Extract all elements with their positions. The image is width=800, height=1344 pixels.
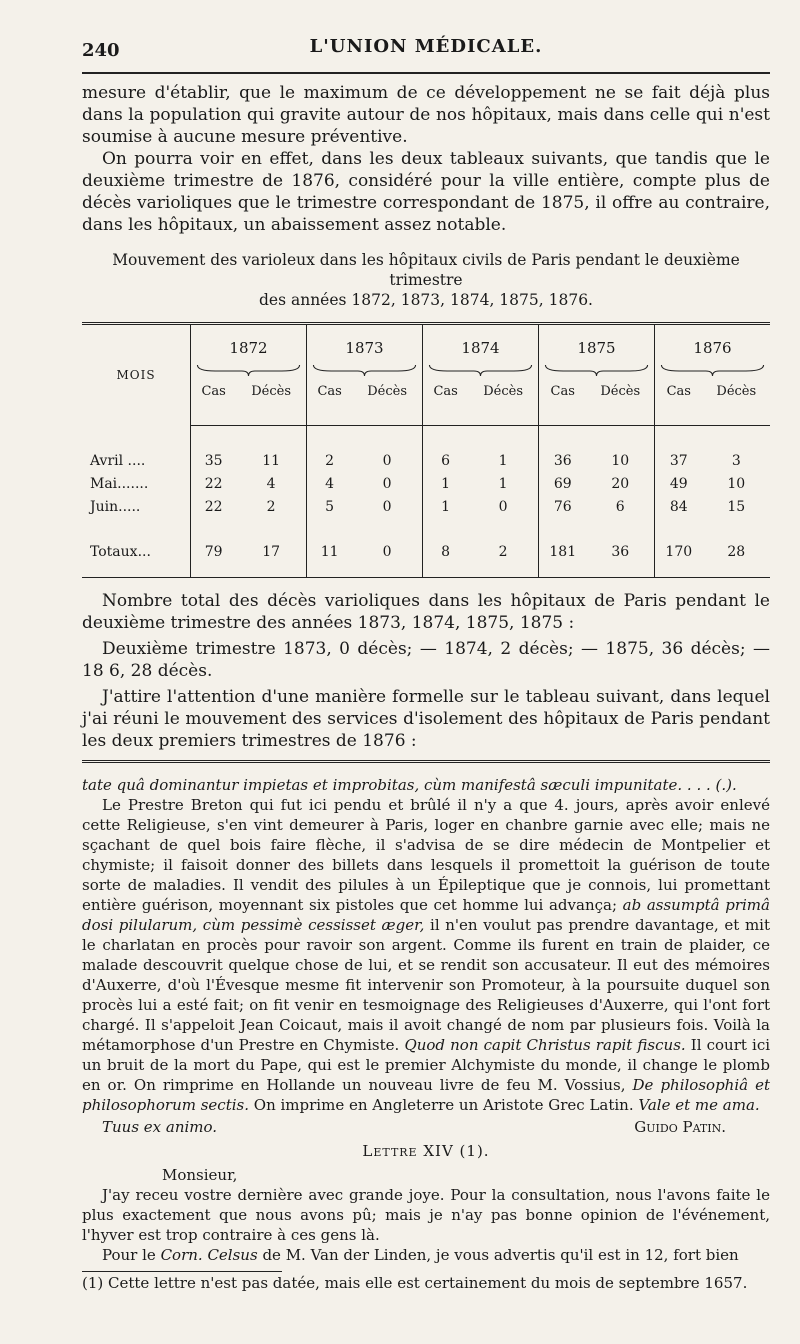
deces-header: Décès	[586, 379, 654, 426]
table-cell: 6	[441, 453, 451, 469]
closing-formula: Tuus ex animo.	[102, 1118, 218, 1136]
table-cell: 10	[727, 476, 746, 492]
cas-header: Cas	[307, 379, 353, 426]
table-row	[82, 496, 770, 519]
table-cell: 37	[669, 453, 688, 469]
table-cell: 49	[669, 476, 688, 492]
cas-header: Cas	[423, 379, 469, 426]
table-cell: 0	[352, 450, 422, 473]
mois-header: MOIS	[82, 324, 191, 426]
table-cell: 6	[586, 496, 654, 519]
table-cell: 36	[553, 453, 572, 469]
page	[82, 0, 771, 1292]
cas-header: Cas	[539, 379, 587, 426]
paragraph-prestre-breton	[82, 795, 770, 1115]
table-cell: 35	[204, 453, 223, 469]
year-brace	[539, 361, 655, 379]
cas-header: Cas	[191, 379, 237, 426]
table-cell: 79	[204, 544, 223, 560]
table-cell: 2	[325, 453, 335, 469]
cas-header: Cas	[655, 379, 703, 426]
deces-header: Décès	[352, 379, 422, 426]
table-cell: 1	[468, 473, 538, 496]
article-body	[82, 82, 770, 1292]
table-cell: 0	[352, 519, 422, 578]
table-cell: 22	[204, 499, 223, 515]
year-brace	[307, 361, 423, 379]
deces-header: Décès	[703, 379, 770, 426]
month-label: Mai.......	[82, 473, 191, 496]
table-cell: 2	[236, 496, 306, 519]
table-cell: 8	[441, 544, 451, 560]
text-run: Pour le	[102, 1246, 156, 1264]
table-cell: 17	[236, 519, 306, 578]
table-cell: 76	[553, 499, 572, 515]
table-cell: 4	[236, 473, 306, 496]
month-label: Avril ....	[82, 450, 191, 473]
paragraph-continuation: mesure d'établir, que le maximum de ce développement ne se fait déjà plus dans la population qui gravite autour de nos hôpitaux, mais dans celle qui n'est soumise à aucune mesure préventive.	[82, 83, 770, 147]
header-rule	[82, 72, 770, 74]
journal-title: L'UNION MÉDICALE.	[309, 36, 543, 57]
text-run: On imprime en Angleterre un Aristote Grec Latin.	[253, 1096, 634, 1114]
table-title-line1: Mouvement des varioleux dans les hôpitaux civils de Paris pendant le deuxième trimestre	[112, 251, 740, 289]
table-cell: 36	[586, 519, 654, 578]
year-brace	[423, 361, 539, 379]
footnote: (1) Cette lettre n'est pas datée, mais elle est certainement du mois de septembre 1657.	[82, 1274, 748, 1292]
table-cell: 22	[204, 476, 223, 492]
table-title	[82, 250, 770, 310]
text-run: il n'en voulut pas prendre davantage, et mit le charlatan en procès pour ravoir son argent. Comme ils furent en train de plaider, ce malade descouvrit quelque chose de lui, et se rendit son accusateur. Il eut des mémoires d'Auxerre, d'où l'Évesque mesme fit intervenir son Promoteur, à la poursuite duquel son procès lui a esté fait; on fit venir en tesmoignage des Religieuses d'Auxerre, qui l'ont fort chargé. Il s'appeloit Jean Coicaut, mais il avoit changé de nom par plusieurs fois. Voilà la métamorphose d'un Prestre en Chymiste.	[82, 916, 770, 1054]
table-cell: 84	[669, 499, 688, 515]
paragraph-total-deaths: Nombre total des décès varioliques dans les hôpitaux de Paris pendant le deuxième trimestre des années 1873, 1874, 1875, 1875 :	[82, 591, 770, 633]
paragraph-celsus	[82, 1245, 770, 1265]
text-run: de M. Van der Linden, je vous advertis qu'il est in 12, fort bien	[262, 1246, 739, 1264]
after-table-text	[82, 590, 770, 752]
year-header: 1873	[307, 324, 423, 362]
latin-continuation	[82, 775, 770, 795]
table-cell: 4	[325, 476, 335, 492]
spacer	[82, 426, 191, 451]
latin-text: ab assumptâ primâ dosi pilularum, cùm pessimè cessisset æger,	[82, 896, 770, 934]
running-header	[82, 0, 770, 64]
book-title: Corn. Celsus	[160, 1246, 258, 1264]
year-brace	[655, 361, 771, 379]
table-row	[82, 473, 770, 496]
signature-name: Guido Patin.	[634, 1118, 726, 1136]
feuilleton	[82, 775, 770, 1292]
table-cell: 0	[468, 496, 538, 519]
letter-heading: Lettre XIV (1).	[362, 1142, 490, 1160]
table-cell: 15	[727, 499, 746, 515]
paragraph-attention: J'attire l'attention d'une manière formelle sur le tableau suivant, dans lequel j'ai réuni le mouvement des services d'isolement des hôpitaux de Paris pendant les deux premiers trimestres de 1876 :	[82, 687, 770, 751]
deces-header: Décès	[236, 379, 306, 426]
year-brace	[191, 361, 307, 379]
table-cell: 28	[727, 544, 746, 560]
table-cell: 2	[468, 519, 538, 578]
paragraph-consultation: J'ay receu vostre dernière avec grande joye. Pour la consultation, nous l'avons faite le plus exactement que nous avons pû; mais je n'ay pas bonne opinion de l'événement, l'hyver est trop contraire à ces gens là.	[82, 1186, 770, 1244]
deces-header: Décès	[468, 379, 538, 426]
table-cell: 11	[320, 544, 339, 560]
table-row	[82, 450, 770, 473]
table-cell: 10	[586, 450, 654, 473]
paragraph-quarter-deaths: Deuxième trimestre 1873, 0 décès; — 1874, 2 décès; — 1875, 36 décès; — 18 6, 28 décès.	[82, 639, 770, 681]
feuilleton-divider	[82, 760, 770, 763]
table-cell: 5	[325, 499, 335, 515]
table-cell: 3	[731, 453, 741, 469]
footnote-rule	[82, 1271, 282, 1272]
latin-text: tate quâ dominantur impietas et improbitas, cùm manifestâ sæculi impunitate. . . . (.).	[82, 776, 737, 794]
year-header: 1874	[423, 324, 539, 362]
totals-row	[82, 519, 770, 578]
page-number: 240	[82, 40, 120, 61]
table-cell: 0	[352, 473, 422, 496]
table-title-line2: des années 1872, 1873, 1874, 1875, 1876.	[259, 291, 593, 309]
salutation: Monsieur,	[162, 1166, 238, 1184]
signature-line	[82, 1117, 770, 1137]
totals-label: Totaux...	[82, 519, 191, 578]
latin-text: Quod non capit Christus rapit fiscus.	[404, 1036, 686, 1054]
table-cell: 1	[441, 476, 451, 492]
table-cell: 170	[665, 544, 693, 560]
text-run: Il court ici un bruit de la mort du Pape, qui est le premier Alchymiste du monde, il change le plomb en or. On rimprime en Hollande un nouveau livre de feu M. Vossius,	[82, 1036, 771, 1094]
table-cell: 20	[586, 473, 654, 496]
month-label: Juin.....	[82, 496, 191, 519]
variola-table	[82, 322, 770, 578]
year-header: 1876	[693, 339, 732, 357]
latin-text: De philosophiâ et philosophorum sectis.	[82, 1076, 770, 1114]
table-cell: 1	[468, 450, 538, 473]
table-cell: 1	[441, 499, 451, 515]
latin-text: Vale et me ama.	[638, 1096, 760, 1114]
table-cell: 69	[553, 476, 572, 492]
table-cell: 11	[236, 450, 306, 473]
table-cell: 181	[549, 544, 577, 560]
table-cell: 0	[352, 496, 422, 519]
text-run: Le Prestre Breton qui fut ici pendu et brûlé il n'y a que 4. jours, après avoir enlevé cette Religieuse, s'en vint demeurer à Paris, loger en chanbre garnie avec elle; mais ne sçachant de quel bois faire flèche, il s'advisa de se dire médecin de Montpelier et chymiste; il faisoit donner des billets dans lesquels il promettoit la guérison de toute sorte de maladies. Il vendit des pilules à un Épileptique que je connois, lui promettant entière guérison, moyennant six pistoles que cet homme lui advança;	[82, 796, 770, 914]
year-header: 1875	[539, 324, 655, 362]
paragraph-tables-intro: On pourra voir en effet, dans les deux tableaux suivants, que tandis que le deuxième trimestre de 1876, considéré pour la ville entière, compte plus de décès varioliques que le trimestre correspondant de 1875, il offre au contraire, dans les hôpitaux, un abaissement assez notable.	[82, 149, 770, 235]
year-header: 1872	[191, 324, 307, 362]
